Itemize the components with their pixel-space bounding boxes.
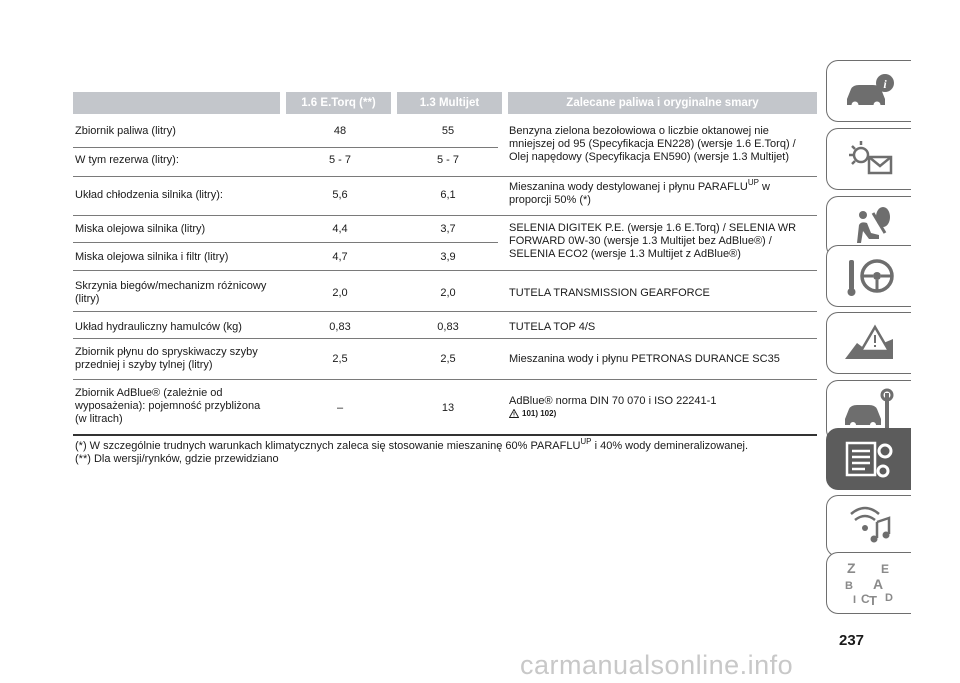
value-etorq-gearbox: 2,0 [332, 287, 348, 299]
footnote-1 [75, 437, 749, 453]
rule-4 [73, 242, 498, 243]
tab-car-info[interactable] [826, 60, 911, 122]
rec-oil-line2: FORWARD 0W-30 (wersje 1.3 Multijet bez AdBlue®) / [509, 235, 772, 247]
value-multijet-oil-filter: 3,9 [440, 251, 456, 263]
rec-oil-line3: SELENIA ECO2 (wersje 1.3 Multijet z AdBlue®) [509, 248, 741, 260]
rec-coolant-sup: UP [747, 178, 759, 187]
rec-washer: Mieszanina wody i płynu PETRONAS DURANCE SC35 [509, 353, 780, 365]
steering-key-icon [839, 252, 899, 300]
value-multijet-brakes: 0,83 [437, 321, 459, 333]
rec-fuel [509, 125, 796, 164]
value-etorq-cooling: 5,6 [332, 189, 348, 201]
rule-1 [73, 147, 498, 148]
rec-oil [509, 222, 796, 261]
svg-text:T: T [869, 593, 877, 607]
svg-text:I: I [853, 594, 857, 606]
table-header-recommendations: Zalecane paliwa i oryginalne smary [508, 92, 817, 114]
technical-data-icon [839, 435, 899, 483]
table-header-engine-etorq: 1.6 E.Torq (**) [286, 92, 391, 114]
row-label-reserve: W tym rezerwa (litry): [75, 154, 179, 166]
rec-adblue-refs [509, 409, 556, 418]
footnote-2: (**) Dla wersji/rynków, gdzie przewidziano [75, 453, 279, 465]
multimedia-icon [839, 502, 899, 550]
svg-text:Z: Z [847, 560, 856, 576]
row-label-washer [75, 346, 258, 372]
value-etorq-oil-filter: 4,7 [332, 251, 348, 263]
tab-starting-driving[interactable] [826, 245, 911, 307]
svg-text:A: A [873, 576, 884, 592]
svg-text:C: C [861, 592, 870, 606]
row-label-adblue [75, 387, 260, 426]
row-label-oil-sump-filter: Miska olejowa silnika i filtr (litry) [75, 251, 229, 263]
value-multijet-adblue: 13 [441, 402, 455, 414]
row-label-gearbox-line2: (litry) [75, 293, 100, 305]
rec-fuel-line3: Olej napędowy (Specyfikacja EN590) (wersje 1.3 Multijet) [509, 151, 790, 163]
svg-text:i: i [883, 77, 887, 91]
row-label-washer-line1: Zbiornik płynu do spryskiwaczy szyby [75, 346, 258, 358]
rec-gearbox: TUTELA TRANSMISSION GEARFORCE [509, 287, 710, 299]
value-multijet-oil: 3,7 [440, 223, 456, 235]
rule-6 [73, 311, 817, 312]
rec-brakes: TUTELA TOP 4/S [509, 321, 596, 333]
value-multijet-reserve: 5 - 7 [436, 154, 459, 166]
footnote-1-text: (*) W szczególnie trudnych warunkach klimatycznych zaleca się stosowanie mieszaninę 60% PARAFLU [75, 440, 581, 452]
rec-coolant-text: Mieszanina wody destylowanej i płynu PARAFLU [509, 181, 748, 193]
svg-text:E: E [881, 562, 890, 576]
page-number: 237 [839, 632, 865, 649]
watermark: carmanualsonline.info [520, 650, 794, 680]
rec-adblue: AdBlue® norma DIN 70 070 i ISO 22241-1 [509, 395, 717, 407]
rec-fuel-line2: mniejszej od 95 (Specyfikacja EN228) (wersje 1.6 E.Torq) / [509, 138, 796, 150]
svg-text:D: D [885, 592, 893, 604]
row-label-adblue-line3: (w litrach) [75, 413, 123, 425]
emergency-icon [839, 319, 899, 367]
warning-lights-icon [839, 135, 899, 183]
row-label-adblue-line1: Zbiornik AdBlue® (zależnie od [75, 387, 223, 399]
value-multijet-washer: 2,5 [440, 353, 456, 365]
rec-oil-line1: SELENIA DIGITEK P.E. (wersje 1.6 E.Torq) / SELENIA WR [509, 222, 797, 234]
row-label-gearbox [75, 280, 266, 306]
row-label-adblue-line2: wyposażenia): pojemność przybliżona [75, 400, 261, 412]
value-multijet-gearbox: 2,0 [440, 287, 456, 299]
rec-coolant [509, 178, 770, 207]
rec-fuel-line1: Benzyna zielona bezołowiowa o liczbie oktanowej nie [509, 125, 769, 137]
tab-index[interactable] [826, 552, 911, 614]
safety-airbag-icon [839, 203, 899, 251]
car-info-icon [839, 67, 899, 115]
value-etorq-washer: 2,5 [332, 353, 348, 365]
rec-coolant-line2: proporcji 50% (*) [509, 194, 591, 206]
svg-text:B: B [845, 580, 853, 592]
rec-coolant-text-end: w [758, 181, 770, 193]
adblue-refs-text: 101) 102) [522, 409, 557, 418]
value-etorq-oil: 4,4 [332, 223, 348, 235]
row-label-cooling: Układ chłodzenia silnika (litry): [75, 189, 223, 201]
row-label-fuel-tank: Zbiornik paliwa (litry) [75, 125, 176, 137]
rule-8 [73, 379, 817, 380]
value-etorq-reserve: 5 - 7 [328, 154, 351, 166]
row-label-brakes: Układ hydrauliczny hamulców (kg) [75, 321, 242, 333]
rule-2 [73, 176, 817, 177]
tab-warning-lights[interactable] [826, 128, 911, 190]
rule-bottom [73, 434, 817, 436]
rule-7 [73, 338, 817, 339]
value-multijet-fuel: 55 [441, 125, 455, 137]
row-label-oil-sump: Miska olejowa silnika (litry) [75, 223, 206, 235]
footnote-1-text-end: i 40% wody demineralizowanej. [591, 440, 749, 452]
tab-emergency[interactable] [826, 312, 911, 374]
value-multijet-cooling: 6,1 [440, 189, 456, 201]
rule-3 [73, 215, 817, 216]
warning-triangle-icon [509, 409, 519, 418]
value-etorq-adblue: – [336, 402, 344, 414]
index-icon [839, 559, 899, 607]
footnote-1-sup: UP [580, 437, 592, 446]
row-label-washer-line2: przedniej i szyby tylnej (litry) [75, 359, 213, 371]
tab-multimedia[interactable] [826, 495, 911, 557]
rule-5 [73, 270, 817, 271]
table-header-engine-multijet: 1.3 Multijet [397, 92, 502, 114]
value-etorq-fuel: 48 [333, 125, 347, 137]
row-label-gearbox-line1: Skrzynia biegów/mechanizm różnicowy [75, 280, 267, 292]
tab-technical-data[interactable] [826, 428, 911, 490]
value-etorq-brakes: 0,83 [329, 321, 351, 333]
table-header-blank [73, 92, 280, 114]
